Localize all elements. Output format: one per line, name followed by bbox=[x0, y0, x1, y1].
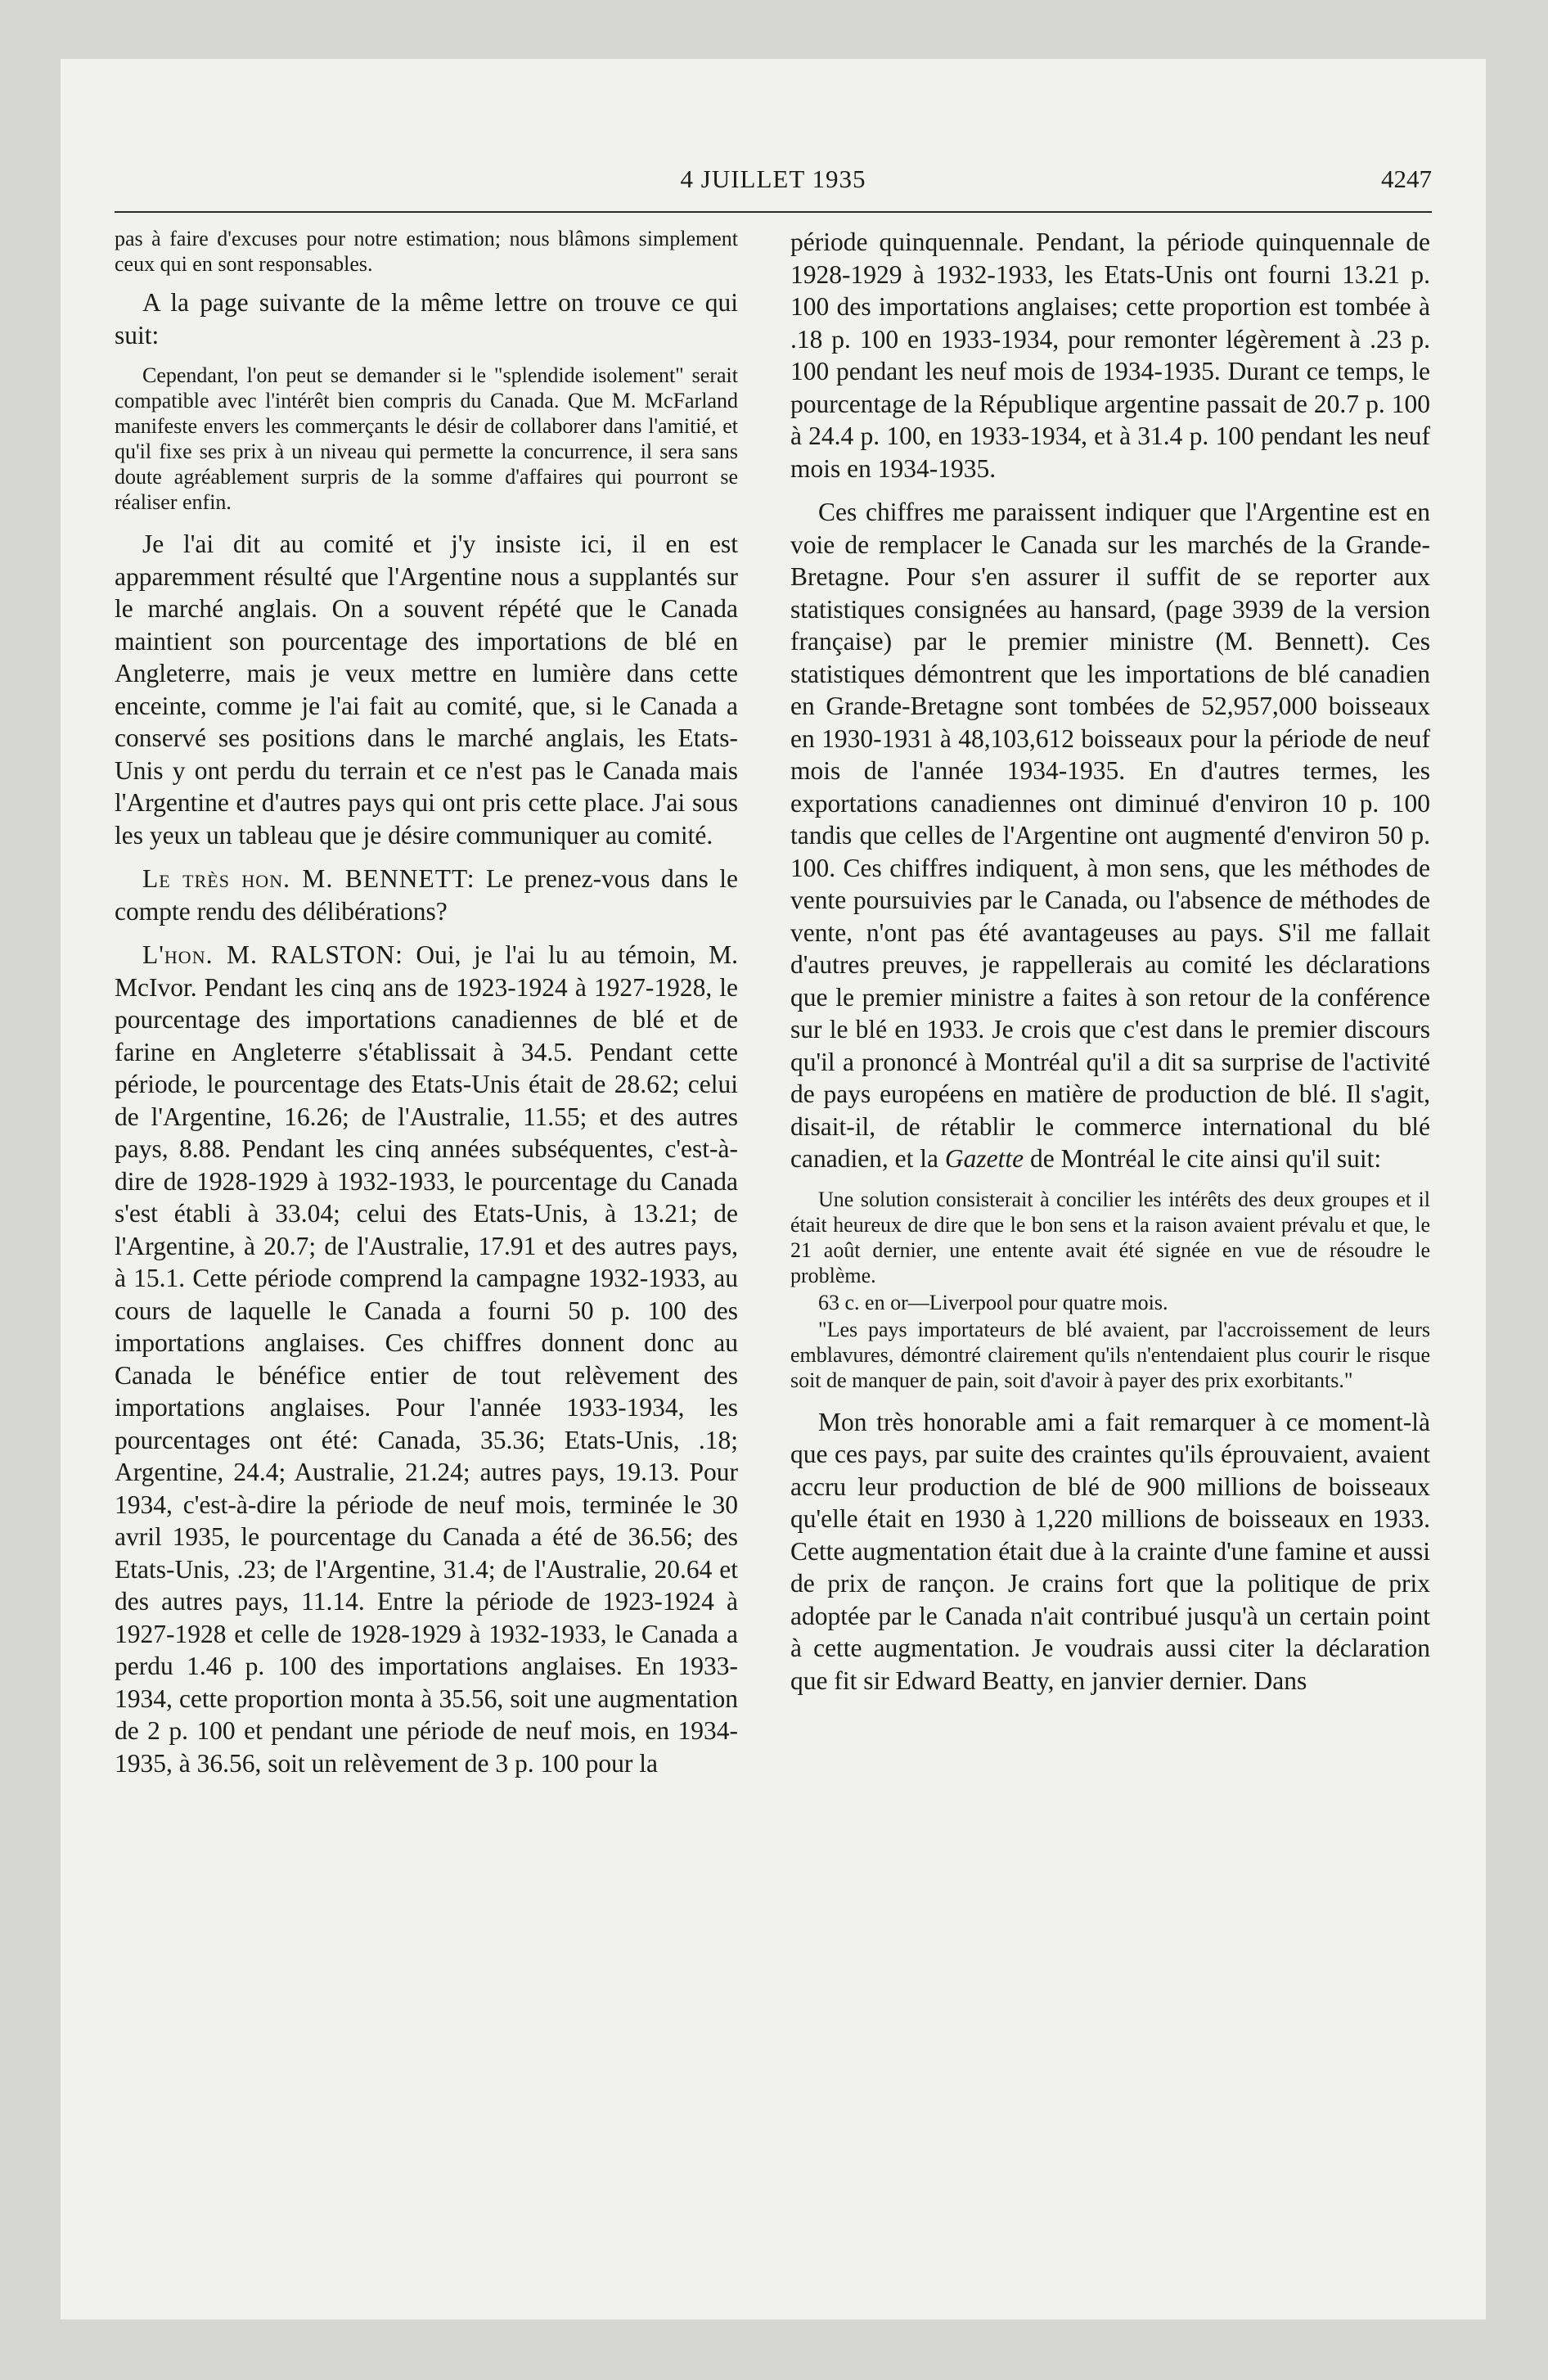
page-header bbox=[115, 165, 1432, 197]
speech-bennett-text: Le prenez-vous dans le compte rendu des délibérations? bbox=[115, 864, 738, 926]
right-paragraph-2 bbox=[790, 496, 1430, 1175]
page bbox=[61, 59, 1486, 2319]
speech-ralston-text: Oui, je l'ai lu au témoin, M. McIvor. Pendant les cinq ans de 1923-1924 à 1927-1928, le pourcentage des importations canadiennes de blé et de farine en Angleterre s'établissait à 34.5. Pendant cette période, le pourcentage des Etats-Unis était de 28.62; celui de l'Argentine, 16.26; de l'Australie, 11.55; et des autres pays, 8.88. Pendant les cinq années subséquentes, c'est-à-dire de 1928-1929 à 1932-1933, le pourcentage du Canada s'est établi à 33.04; celui des Etats-Unis, à 13.21; de l'Argentine, à 20.7; de l'Australie, 17.91 et des autres pays, à 15.1. Cette période comprend la campagne 1932-1933, au cours de laquelle le Canada a fourni 50 p. 100 des importations anglaises. Ces chiffres donnent donc au Canada le bénéfice entier de tout relèvement des importations anglaises. Pour l'année 1933-1934, les pourcentages ont été: Canada, 35.36; Etats-Unis, .18; Argentine, 24.4; Australie, 21.24; autres pays, 19.13. Pour 1934, c'est-à-dire la période de neuf mois, terminée le 30 avril 1935, le pourcentage du Canada a été de 36.56; des Etats-Unis, .23; de l'Argentine, 31.4; de l'Australie, 20.64 et des autres pays, 11.14. Entre la période de 1923-1924 à 1927-1928 et celle de 1928-1929 à 1932-1933, le Canada a perdu 1.46 p. 100 des importations anglaises. En 1933-1934, cette proportion monta à 35.56, soit une augmentation de 2 p. 100 et pendant une période de neuf mois, en 1934-1935, à 36.56, soit un relèvement de 3 p. 100 pour la bbox=[115, 940, 739, 1778]
page-number: 4247 bbox=[1381, 165, 1432, 193]
left-paragraph-3: Je l'ai dit au comité et j'y insiste ici, il en est apparemment résulté que l'Argentine nous a supplantés sur le marché anglais. On a souvent répété que le Canada maintient son pourcentage des importations de blé en Angleterre, mais je veux mettre en lumière dans cette enceinte, comme je l'ai fait au comité, que, si le Canada a conservé ses positions dans le marché anglais, les Etats-Unis y ont perdu du terrain et ce n'est pas le Canada mais l'Argentine et d'autres pays qui ont pris cette place. J'ai sous les yeux un tableau que je désire communiquer au comité. bbox=[115, 530, 738, 850]
right-paragraph-3: Mon très honorable ami a fait remarquer à ce moment-là que ces pays, par suite des craintes qu'ils éprouvaient, avaient accru leur production de blé de 900 millions de boisseaux qu'elle était en 1930 à 1,220 millions de boisseaux en 1933. Cette augmentation était due à la crainte d'une famine et aussi de prix de rançon. Je crains fort que la politique de prix adoptée par le Canada n'ait contribué jusqu'à un certain point à cette augmentation. Je voudrais aussi citer la déclaration que fit sir Edward Beatty, en janvier dernier. Dans bbox=[790, 1407, 1430, 1695]
left-paragraph-2: A la page suivante de la même lettre on trouve ce qui suit: bbox=[115, 288, 738, 349]
right-paragraph-1: période quinquennale. Pendant, la période quinquennale de 1928-1929 à 1932-1933, les Etats-Unis ont fourni 13.21 p. 100 des importations anglaises; cette proportion est tombée à .18 p. 100 en 1933-1934, pour remonter légèrement à .23 p. 100 pendant les neuf mois de 1934-1935. Durant ce temps, le pourcentage de la République argentine passait de 20.7 p. 100 à 24.4 p. 100, en 1933-1934, et à 31.4 p. 100 pendant les neuf mois en 1934-1935. bbox=[790, 228, 1430, 483]
left-quotation bbox=[115, 363, 738, 515]
right-column bbox=[790, 226, 1430, 1708]
right-paragraph-2-end: de Montréal le cite ainsi qu'il suit: bbox=[1030, 1144, 1382, 1173]
header-rule bbox=[115, 211, 1432, 213]
speaker-bennett: Le très hon. M. BENNETT: bbox=[142, 864, 475, 893]
left-speech-bennett bbox=[115, 863, 738, 927]
header-date: 4 JUILLET 1935 bbox=[680, 165, 866, 193]
left-column bbox=[115, 226, 738, 1791]
right-paragraph-2-text: Ces chiffres me paraissent indiquer que l'Argentine est en voie de remplacer le Canada sur les marchés de la Grande-Bretagne. Pour s'en assurer il suffit de se reporter aux statistiques consignées au hansard, (page 3939 de la version française) par le premier ministre (M. Bennett). Ces statistiques démontrent que les importations de blé canadien en Grande-Bretagne sont tombées de 52,957,000 boisseaux en 1930-1931 à 48,103,612 boisseaux pour la période de neuf mois de l'année 1934-1935. En d'autres termes, les exportations canadiennes ont diminué d'environ 10 p. 100 tandis que celles de l'Argentine ont augmenté d'environ 50 p. 100. Ces chiffres indiquent, à mon sens, que les méthodes de vente poursuivies par le Canada, ou l'absence de méthodes de vente, n'ont pas été avantageuses au pays. S'il me fallait d'autres preuves, je rappellerais au comité les déclarations que le premier ministre a faites à son retour de la conférence sur le blé en 1933. Je crois que c'est dans le premier discours qu'il a prononcé à Montréal qu'il a dit sa surprise de l'activité de pays européens en matière de production de blé. Il s'agit, disait-il, de rétablir le commerce international du blé canadien, et la bbox=[790, 498, 1430, 1173]
left-speech-ralston bbox=[115, 939, 738, 1779]
right-quote-2: 63 c. en or—Liverpool pour quatre mois. bbox=[818, 1290, 1168, 1314]
left-quote-1: Cependant, l'on peut se demander si le "splendide isolement" serait compatible avec l'intérêt bien compris du Canada. Que M. McFarland manifeste envers les commerçants le désir de collaborer dans l'amitié, et qu'il fixe ses prix à un niveau qui permette la concurrence, il sera sans doute agréablement surpris de la somme d'affaires qui pourront se réaliser enfin. bbox=[115, 363, 738, 514]
gazette-title: Gazette bbox=[944, 1144, 1024, 1173]
left-paragraph-1: pas à faire d'excuses pour notre estimation; nous blâmons simplement ceux qui en sont responsables. bbox=[115, 227, 738, 276]
speaker-ralston: L'hon. M. RALSTON: bbox=[142, 940, 403, 969]
right-quote-3: "Les pays importateurs de blé avaient, par l'accroissement de leurs emblavures, démontré clairement qu'ils n'entendaient plus courir le risque soit de manquer de pain, soit d'avoir à payer des prix exorbitants." bbox=[790, 1317, 1430, 1392]
right-quotation bbox=[790, 1187, 1430, 1393]
right-quote-1: Une solution consisterait à concilier les intérêts des deux groupes et il était heureux de dire que le bon sens et la raison avaient prévalu et que, le 21 août dernier, une entente avait été signée en vue de résoudre le problème. bbox=[790, 1187, 1430, 1287]
